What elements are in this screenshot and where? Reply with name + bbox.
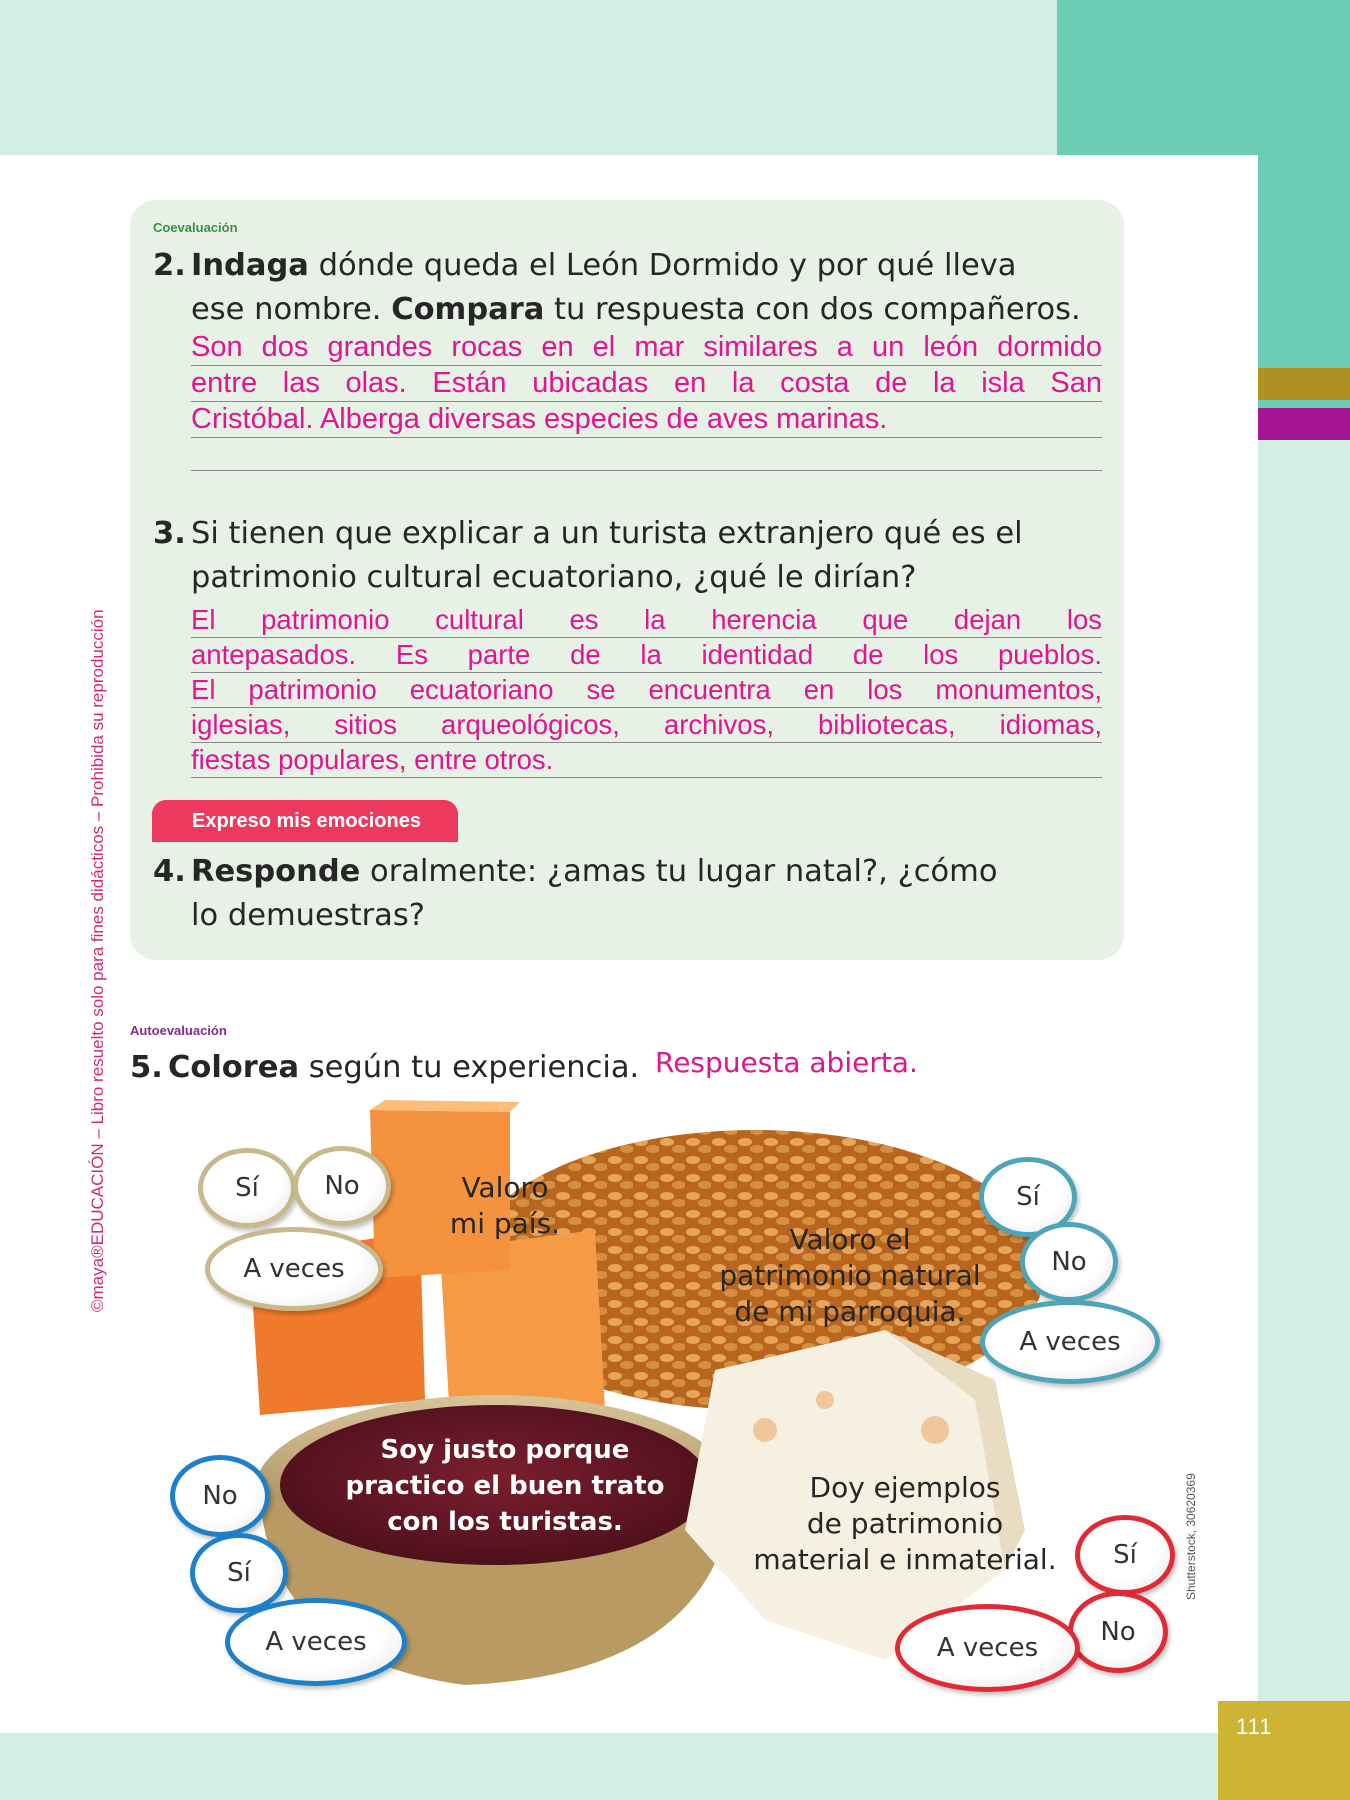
- magenta-stripe: [1258, 408, 1350, 440]
- question-2: [153, 244, 1111, 332]
- verb-colorea: Colorea: [168, 1050, 300, 1085]
- question-text: Si tienen que explicar a un turista extranjero qué es el: [191, 516, 1023, 551]
- answer-line: El patrimonio ecuatoriano se encuentra en los monumentos,: [191, 673, 1102, 708]
- corner-tab: [1057, 0, 1350, 155]
- coevaluation-label: Coevaluación: [153, 220, 238, 235]
- answer-line: entre las olas. Están ubicadas en la costa de la isla San: [191, 366, 1102, 402]
- statement-line: con los turistas.: [387, 1507, 623, 1537]
- blank-answer-line: [191, 470, 1102, 471]
- statement-line: practico el buen trato: [345, 1471, 665, 1501]
- answer-line: fiestas populares, entre otros.: [191, 743, 1102, 778]
- question-5: [130, 1046, 668, 1090]
- answer-line: iglesias, sitios arqueológicos, archivos, bibliotecas, idiomas,: [191, 708, 1102, 743]
- open-answer: Respuesta abierta.: [655, 1046, 918, 1079]
- option-no-bubble[interactable]: No: [170, 1455, 270, 1537]
- verb-responde: Responde: [191, 854, 361, 889]
- statement-line: de patrimonio: [806, 1507, 1004, 1540]
- photo-credit: Shutterstock, 30620369: [1184, 1473, 1198, 1600]
- option-no-bubble[interactable]: No: [1020, 1222, 1118, 1302]
- statement-line: Doy ejemplos: [809, 1471, 1001, 1504]
- question-4: [153, 850, 1091, 938]
- bottom-band: [0, 1733, 1350, 1800]
- question-text: dónde queda el León Dormido y por qué lleva: [308, 248, 1017, 283]
- option-a-veces-bubble[interactable]: A veces: [895, 1604, 1080, 1692]
- page-number: 111: [1236, 1714, 1273, 1739]
- answer-2: [191, 330, 1102, 438]
- olive-stripe: [1258, 368, 1350, 400]
- question-text: según tu experiencia.: [299, 1050, 640, 1085]
- question-text: tu respuesta con dos compañeros.: [544, 292, 1081, 327]
- self-evaluation-label: Autoevaluación: [130, 1023, 227, 1038]
- statement-4: [735, 1470, 1075, 1578]
- option-si-bubble[interactable]: Sí: [198, 1148, 296, 1228]
- answer-line: antepasados. Es parte de la identidad de los pueblos.: [191, 638, 1102, 673]
- side-copyright: ©maya®EDUCACIÓN – Libro resuelto solo para fines didácticos – Prohibida su reproducción: [88, 609, 107, 1312]
- statement-line: material e inmaterial.: [753, 1543, 1057, 1576]
- statement-line: Valoro: [461, 1171, 549, 1204]
- verb-compara: Compara: [391, 292, 545, 327]
- question-number: 4.: [153, 854, 186, 889]
- option-a-veces-bubble[interactable]: A veces: [205, 1227, 383, 1311]
- question-text: ese nombre.: [191, 292, 392, 327]
- answer-3: [191, 603, 1102, 778]
- statement-1: [420, 1170, 590, 1242]
- statement-line: de mi parroquia.: [734, 1295, 966, 1328]
- option-a-veces-bubble[interactable]: A veces: [225, 1598, 407, 1686]
- option-si-bubble[interactable]: Sí: [190, 1533, 288, 1613]
- question-number: 3.: [153, 516, 186, 551]
- statement-line: mi país.: [449, 1207, 561, 1240]
- answer-line: El patrimonio cultural es la herencia que dejan los: [191, 603, 1102, 638]
- emotions-tab: Expreso mis emociones: [152, 800, 458, 842]
- question-text: patrimonio cultural ecuatoriano, ¿qué le dirían?: [191, 560, 917, 595]
- right-margin-lower: [1258, 440, 1350, 1733]
- answer-line: Cristóbal. Alberga diversas especies de aves marinas.: [191, 402, 1102, 438]
- question-number: 5.: [130, 1050, 163, 1085]
- statement-line: patrimonio natural: [719, 1259, 981, 1292]
- verb-indaga: Indaga: [191, 248, 309, 283]
- answer-line: Son dos grandes rocas en el mar similares a un león dormido: [191, 330, 1102, 366]
- question-text: oralmente: ¿amas tu lugar natal?, ¿cómo: [360, 854, 998, 889]
- statement-line: Soy justo porque: [380, 1435, 630, 1465]
- option-a-veces-bubble[interactable]: A veces: [980, 1300, 1160, 1384]
- question-text: lo demuestras?: [191, 898, 425, 933]
- question-3: [153, 512, 1111, 600]
- option-si-bubble[interactable]: Sí: [1075, 1515, 1175, 1595]
- statement-line: Valoro el: [789, 1223, 911, 1256]
- option-no-bubble[interactable]: No: [1068, 1591, 1168, 1673]
- statement-2: [690, 1222, 1010, 1330]
- question-number: 2.: [153, 248, 186, 283]
- option-si-bubble[interactable]: Sí: [979, 1157, 1077, 1237]
- statement-3: [335, 1432, 675, 1540]
- option-no-bubble[interactable]: No: [293, 1146, 391, 1226]
